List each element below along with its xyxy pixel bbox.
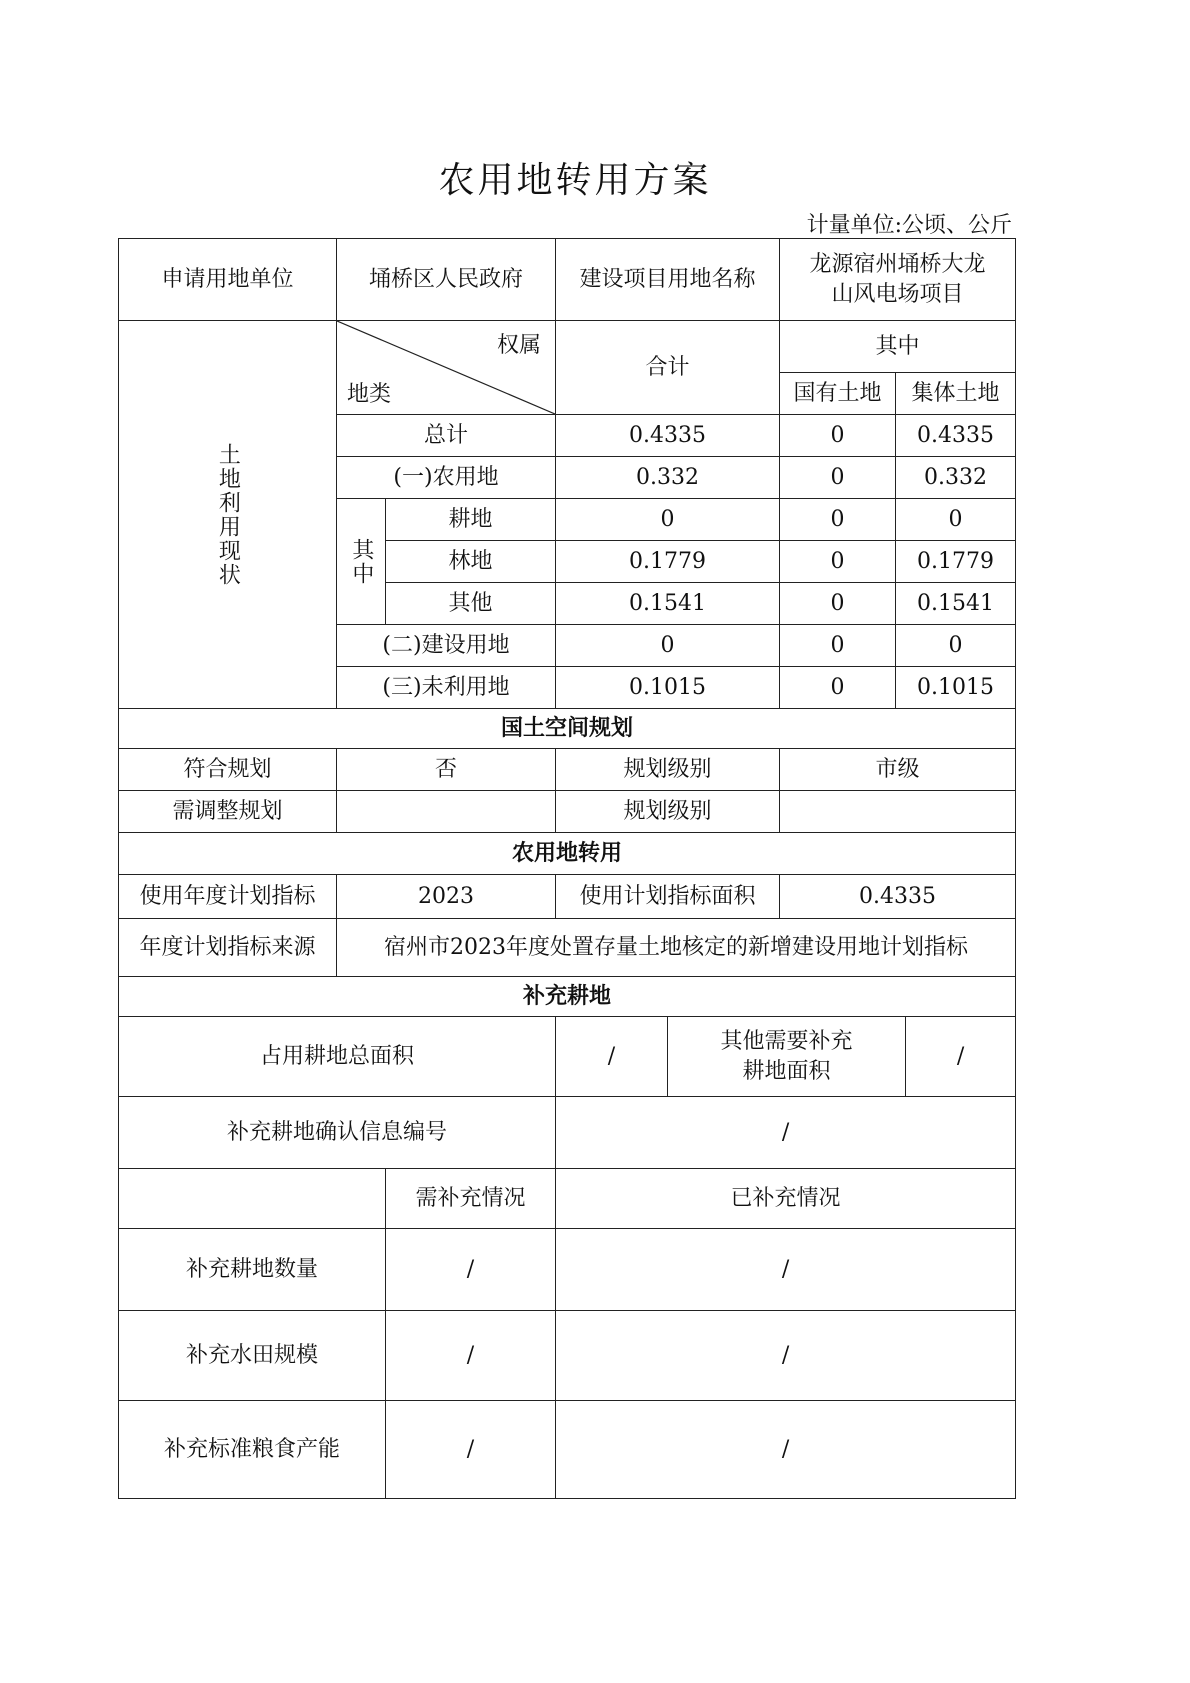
row-label: (一)农用地 bbox=[337, 457, 556, 499]
supplement-heading-row bbox=[119, 977, 1016, 1017]
cell-state: 0 bbox=[780, 457, 896, 499]
cell-state: 0 bbox=[780, 667, 896, 709]
cell-total: 0.332 bbox=[556, 457, 780, 499]
other-label bbox=[668, 1017, 906, 1097]
conform-label: 符合规划 bbox=[119, 749, 337, 791]
table-row bbox=[119, 1169, 1016, 1229]
cell-collective: 0 bbox=[896, 499, 1016, 541]
done-header: 已补充情况 bbox=[556, 1169, 1016, 1229]
other-label-line2: 耕地面积 bbox=[742, 1058, 831, 1084]
diag-landtype-label: 地类 bbox=[347, 382, 392, 408]
adjust-level-value bbox=[780, 791, 1016, 833]
land-use-head-row-1 bbox=[119, 321, 1016, 373]
land-use-section-label: 土地利用现状 bbox=[119, 321, 337, 709]
cell-total: 0 bbox=[556, 625, 780, 667]
adjust-label: 需调整规划 bbox=[119, 791, 337, 833]
applicant-value: 埇桥区人民政府 bbox=[337, 239, 556, 321]
col-of-which-header: 其中 bbox=[780, 321, 1016, 373]
row-label: 耕地 bbox=[386, 499, 556, 541]
area-value: 0.4335 bbox=[780, 875, 1016, 919]
area-label: 使用计划指标面积 bbox=[556, 875, 780, 919]
occupied-label: 占用耕地总面积 bbox=[119, 1017, 556, 1097]
other-value: / bbox=[906, 1017, 1016, 1097]
row-label: 林地 bbox=[386, 541, 556, 583]
project-value-line1: 龙源宿州埇桥大龙 bbox=[809, 251, 986, 277]
planning-heading: 国土空间规划 bbox=[119, 709, 1016, 749]
cell-collective: 0.1779 bbox=[896, 541, 1016, 583]
other-label-line1: 其他需要补充 bbox=[720, 1028, 853, 1054]
col-state-header: 国有土地 bbox=[780, 373, 896, 415]
cell-total: 0.1015 bbox=[556, 667, 780, 709]
cell-state: 0 bbox=[780, 583, 896, 625]
cell-total: 0.1779 bbox=[556, 541, 780, 583]
cell-total: 0.4335 bbox=[556, 415, 780, 457]
cell-need: / bbox=[386, 1311, 556, 1401]
empty-cell bbox=[119, 1169, 386, 1229]
table-row bbox=[119, 919, 1016, 977]
cell-collective: 0.4335 bbox=[896, 415, 1016, 457]
table-row bbox=[119, 1401, 1016, 1499]
level-value: 市级 bbox=[780, 749, 1016, 791]
confirm-label: 补充耕地确认信息编号 bbox=[119, 1097, 556, 1169]
cell-state: 0 bbox=[780, 499, 896, 541]
table-row bbox=[119, 1017, 1016, 1097]
adjust-level-label: 规划级别 bbox=[556, 791, 780, 833]
source-value: 宿州市2023年度处置存量土地核定的新增建设用地计划指标 bbox=[337, 919, 1016, 977]
table-row bbox=[119, 1229, 1016, 1311]
row-label: 总计 bbox=[337, 415, 556, 457]
adjust-value bbox=[337, 791, 556, 833]
table-row bbox=[119, 1311, 1016, 1401]
need-header: 需补充情况 bbox=[386, 1169, 556, 1229]
cell-total: 0 bbox=[556, 499, 780, 541]
source-label: 年度计划指标来源 bbox=[119, 919, 337, 977]
row-label: 其他 bbox=[386, 583, 556, 625]
table-row bbox=[119, 791, 1016, 833]
table-row bbox=[119, 749, 1016, 791]
row-label: 补充耕地数量 bbox=[119, 1229, 386, 1311]
cell-collective: 0.1015 bbox=[896, 667, 1016, 709]
header-row bbox=[119, 239, 1016, 321]
of-which-label: 其中 bbox=[337, 499, 386, 625]
conform-value: 否 bbox=[337, 749, 556, 791]
diag-ownership-label: 权属 bbox=[497, 333, 542, 358]
cell-done: / bbox=[556, 1401, 1016, 1499]
cell-need: / bbox=[386, 1401, 556, 1499]
diagonal-header-cell bbox=[337, 321, 556, 415]
unit-note: 计量单位:公顷、公斤 bbox=[806, 213, 1012, 238]
project-value bbox=[780, 239, 1016, 321]
cell-total: 0.1541 bbox=[556, 583, 780, 625]
project-label: 建设项目用地名称 bbox=[556, 239, 780, 321]
col-total-header: 合计 bbox=[556, 321, 780, 415]
year-value: 2023 bbox=[337, 875, 556, 919]
year-label: 使用年度计划指标 bbox=[119, 875, 337, 919]
project-value-line2: 山风电场项目 bbox=[831, 281, 964, 307]
cell-collective: 0.332 bbox=[896, 457, 1016, 499]
cell-collective: 0.1541 bbox=[896, 583, 1016, 625]
cell-state: 0 bbox=[780, 415, 896, 457]
row-label: (三)未利用地 bbox=[337, 667, 556, 709]
occupied-value: / bbox=[556, 1017, 668, 1097]
planning-heading-row bbox=[119, 709, 1016, 749]
row-label: 补充水田规模 bbox=[119, 1311, 386, 1401]
cell-state: 0 bbox=[780, 625, 896, 667]
supplement-heading: 补充耕地 bbox=[119, 977, 1016, 1017]
land-conversion-table bbox=[118, 238, 1016, 1499]
page-title: 农用地转用方案 bbox=[438, 160, 712, 201]
conversion-heading-row bbox=[119, 833, 1016, 875]
row-label: 补充标准粮食产能 bbox=[119, 1401, 386, 1499]
cell-state: 0 bbox=[780, 541, 896, 583]
table-row bbox=[119, 1097, 1016, 1169]
col-collective-header: 集体土地 bbox=[896, 373, 1016, 415]
row-label: (二)建设用地 bbox=[337, 625, 556, 667]
confirm-value: / bbox=[556, 1097, 1016, 1169]
conversion-heading: 农用地转用 bbox=[119, 833, 1016, 875]
cell-done: / bbox=[556, 1229, 1016, 1311]
applicant-label: 申请用地单位 bbox=[119, 239, 337, 321]
cell-collective: 0 bbox=[896, 625, 1016, 667]
table-row bbox=[119, 875, 1016, 919]
cell-need: / bbox=[386, 1229, 556, 1311]
level-label: 规划级别 bbox=[556, 749, 780, 791]
cell-done: / bbox=[556, 1311, 1016, 1401]
